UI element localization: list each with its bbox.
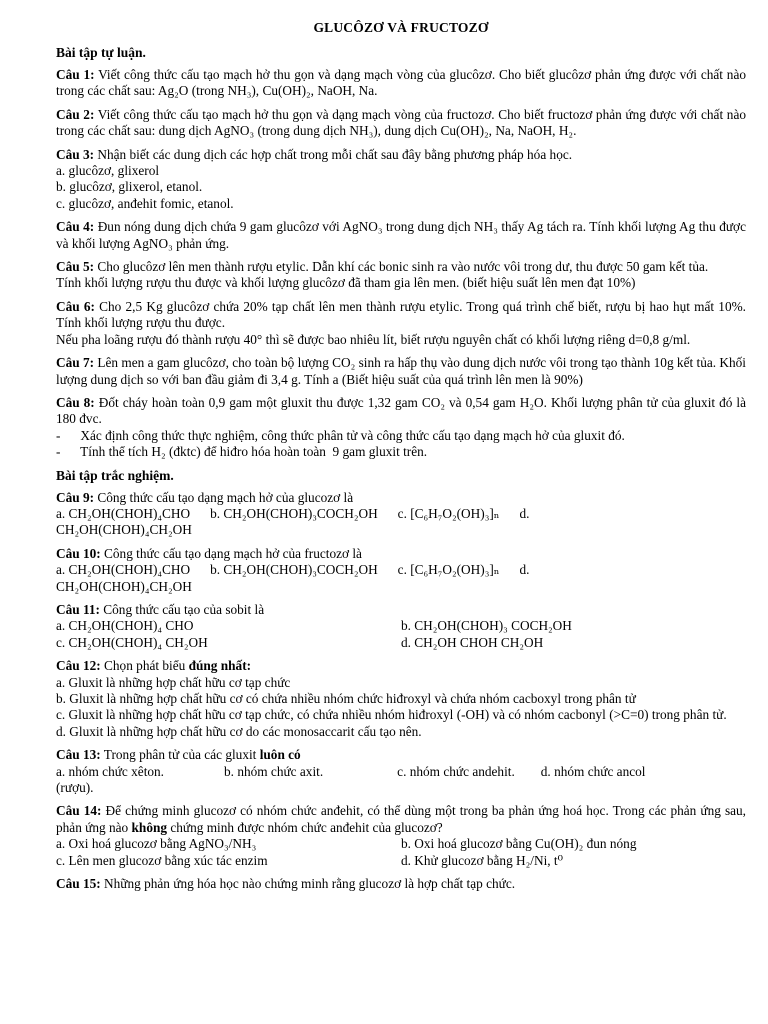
question-text: Chọn phát biểu (100, 658, 189, 674)
question-number: Câu 12: (56, 658, 101, 674)
question-number: Câu 14: (56, 803, 102, 819)
question-number: Câu 5: (56, 259, 95, 275)
option-d: d. CH₂OH CHOH CH₂OH (401, 634, 544, 650)
question-text: Viết công thức cấu tạo mạch hở thu gọn và dạng mạch vòng của glucôzơ. Cho biết glucôzơ phản ứng được với chất nào trong các chất sau: Ag₂O (trong NH₃), Cu(OH)₂, NaOH, Na. (56, 67, 746, 99)
question-number: Câu 1: (56, 67, 95, 82)
question-7 (56, 355, 746, 388)
question-12 (56, 658, 746, 740)
option-d: d. Gluxit là những hợp chất hữu cơ do các monosaccarit cấu tạo nên. (56, 723, 422, 739)
question-9 (56, 490, 746, 539)
option-a: a. CH₂OH(CHOH)₄CHO (56, 562, 191, 578)
question-line: c. glucôzơ, anđehit fomic, etanol. (56, 195, 234, 211)
question-line: a. glucôzơ, glixerol (56, 163, 160, 179)
option-c: c. CH₂OH(CHOH)₄ CH₂OH (56, 634, 208, 650)
question-6 (56, 299, 746, 348)
document-title: GLUCÔZƠ VÀ FRUCTOZƠ (313, 20, 489, 35)
question-5 (56, 259, 746, 292)
option-a: a. CH₂OH(CHOH)₄CHO (56, 505, 191, 521)
options (56, 562, 746, 578)
option-b: b. CH₂OH(CHOH)₃ COCH₂OH (401, 618, 572, 634)
option-b: b. CH₂OH(CHOH)₃COCH₂OH (210, 505, 378, 521)
section-essay-heading: Bài tập tự luận. (56, 45, 146, 60)
question-text: Nhận biết các dung dịch các hợp chất trong mỗi chất sau đây bằng phương pháp hóa học. (94, 146, 573, 162)
option-d-continued: CH₂OH(CHOH)₄CH₂OH (56, 578, 192, 594)
option-d: d. Khử glucozơ bằng H₂/Ni, t⁰ (401, 852, 563, 868)
question-emphasis: luôn có (259, 747, 301, 763)
option-b: b. Gluxit là những hợp chất hữu cơ có chứa nhiều nhóm chức hiđroxyl và chứa nhóm cacboxyl trong phân tử (56, 691, 636, 706)
option-d: d. nhóm chức ancol (540, 763, 646, 779)
question-text: Công thức cấu tạo dạng mạch hở của fructozơ là (100, 545, 362, 561)
option-d-continued: CH₂OH(CHOH)₄CH₂OH (56, 522, 192, 538)
question-line: - Tính thể tích H₂ (đktc) để hiđro hóa hoàn toàn 9 gam gluxit trên. (56, 444, 428, 460)
question-text: Cho glucôzơ lên men thành rượu etylic. Dẫn khí các bonic sinh ra vào nước vôi trong dư, thu được 50 gam kết tủa. (94, 259, 709, 275)
question-emphasis: không (131, 819, 168, 835)
option-b: b. Oxi hoá glucozơ bằng Cu(OH)₂ đun nóng (401, 836, 637, 852)
option-c: c. [C₆H₇O₂(OH)₃]ₙ (397, 562, 500, 578)
question-11 (56, 602, 746, 651)
option-a: a. Oxi hoá glucozơ bằng AgNO₃/NH₃ (56, 836, 257, 852)
question-number: Câu 3: (56, 146, 95, 162)
option-a: a. Gluxit là những hợp chất hữu cơ tạp chức (56, 674, 291, 690)
option-b: b. CH₂OH(CHOH)₃COCH₂OH (210, 562, 378, 578)
question-text: Công thức cấu tạo dạng mạch hở của glucozơ là (94, 489, 354, 505)
question-8 (56, 395, 746, 461)
question-emphasis: đúng nhất: (188, 658, 252, 674)
question-text: Viết công thức cấu tạo mạch hở thu gọn và dạng mạch vòng của fructozơ. Cho biết fructozơ phản ứng được với chất nào trong các chất sau: dung dịch AgNO₃ (trong dung dịch NH₃), dung dịch Cu(OH)₂, Na, NaOH, H₂. (56, 106, 747, 139)
question-4 (56, 219, 746, 252)
option-c: c. Lên men glucozơ bằng xúc tác enzim (56, 852, 268, 868)
option-d: d. (519, 562, 530, 578)
question-text: Cho 2,5 Kg glucôzơ chứa 20% tạp chất lên men thành rượu etylic. Trong quá trình chế biết, rượu bị hao hụt mất 10%. Tính khối lượng rượu thu được. (56, 298, 747, 331)
question-10 (56, 546, 746, 595)
question-number: Câu 2: (56, 106, 95, 122)
question-line: Tính khối lượng rượu thu được và khối lượng glucôzơ đã tham gia lên men. (biết hiệu suất lên men đạt 10%) (56, 275, 636, 291)
question-number: Câu 10: (56, 545, 101, 561)
options (56, 506, 746, 522)
question-1 (56, 67, 746, 100)
question-line: b. glucôzơ, glixerol, etanol. (56, 179, 203, 195)
question-3 (56, 147, 746, 213)
option-b: b. nhóm chức axit. (224, 763, 324, 779)
question-text: Đốt cháy hoàn toàn 0,9 gam một gluxit thu được 1,32 gam CO₂ và 0,54 gam H₂O. Khối lượng phân tử của gluxit đó là 180 đvc. (56, 394, 747, 427)
question-line: Nếu pha loãng rượu đó thành rượu 40° thì sẽ được bao nhiêu lít, biết rượu nguyên chất có khối lượng riêng d=0,8 g/ml. (56, 331, 691, 347)
option-c: c. [C₆H₇O₂(OH)₃]ₙ (397, 505, 500, 521)
question-13 (56, 747, 746, 796)
question-text: Những phản ứng hóa học nào chứng minh rằng glucozơ là hợp chất tạp chức. (100, 876, 516, 892)
question-number: Câu 7: (56, 355, 95, 371)
question-15 (56, 876, 746, 892)
question-text: Trong phân tử của các gluxit (100, 747, 260, 763)
option-d: d. (519, 505, 530, 521)
question-2 (56, 107, 746, 140)
question-number: Câu 8: (56, 394, 95, 410)
question-number: Câu 4: (56, 219, 95, 235)
question-text: Đun nóng dung dịch chứa 9 gam glucôzơ với AgNO₃ trong dung dịch NH₃ thấy Ag tách ra. Tính khối lượng Ag thu được và khối lượng AgNO₃ phản ứng. (56, 219, 746, 251)
option-d-continued: (rượu). (56, 780, 94, 796)
question-text: Để chứng minh glucozơ có nhóm chức anđehit, có thể dùng một trong ba phản ứng hoá học. Trong các phản ứng sau, phản ứng nào (56, 803, 746, 835)
question-number: Câu 6: (56, 298, 95, 314)
option-c: c. nhóm chức andehit. (397, 763, 515, 779)
option-c: c. Gluxit là những hợp chất hữu cơ tạp chức, có chứa nhiều nhóm hiđroxyl (-OH) và có nhóm cacbonyl (>C=0) trong phân tử. (56, 707, 727, 723)
document-page (56, 20, 746, 899)
question-14 (56, 803, 746, 869)
question-line: - Xác định công thức thực nghiệm, công thức phân tử và công thức cấu tạo dạng mạch hở của gluxit đó. (56, 427, 625, 443)
question-number: Câu 15: (56, 876, 101, 892)
option-a: a. CH₂OH(CHOH)₄ CHO (56, 618, 194, 634)
question-number: Câu 9: (56, 489, 95, 505)
options (56, 764, 746, 780)
question-number: Câu 13: (56, 747, 101, 763)
option-a: a. nhóm chức xêton. (56, 763, 165, 779)
question-text: Lên men a gam glucôzơ, cho toàn bộ lượng CO₂ sinh ra hấp thụ vào dung dịch nước vôi trong tạo thành 10g kết tủa. Khối lượng dung dịch so với ban đầu giảm đi 3,4 g. Tính a (Biết hiệu suất của quá trình lên men là 90%) (56, 355, 747, 387)
section-quiz-heading: Bài tập trắc nghiệm. (56, 467, 174, 483)
question-text: Công thức cấu tạo của sobit là (99, 601, 265, 617)
question-text-continued: chứng minh được nhóm chức anđehit của glucozơ? (167, 819, 443, 835)
question-number: Câu 11: (56, 601, 100, 617)
